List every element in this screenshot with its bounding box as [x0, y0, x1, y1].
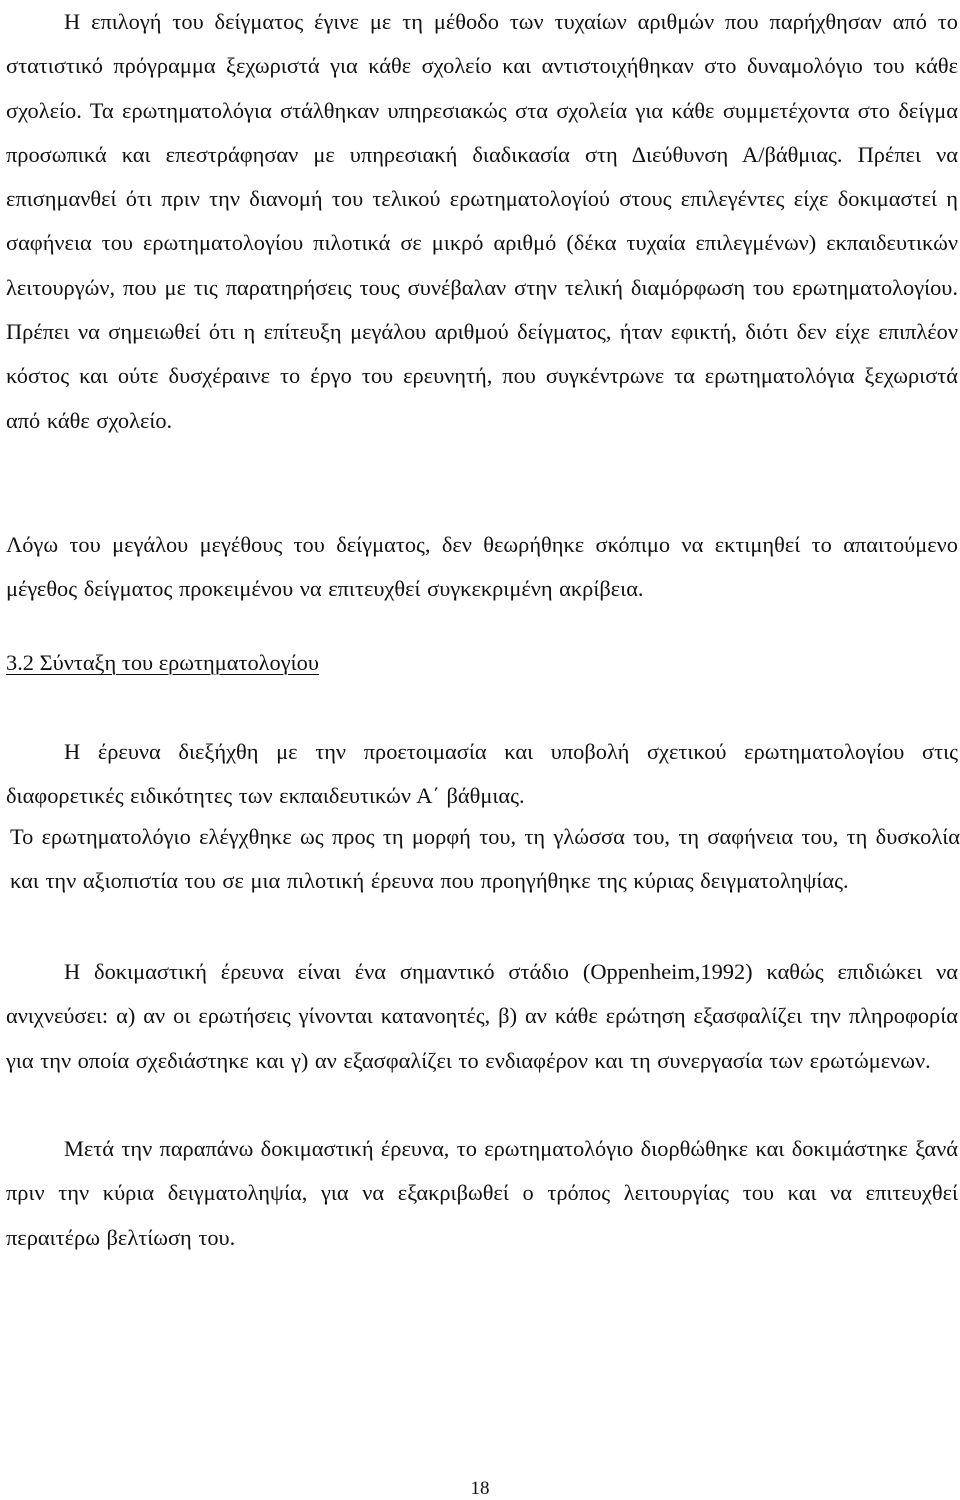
paragraph-sampling-method: Η επιλογή του δείγματος έγινε με τη μέθοδο των τυχαίων αριθμών που παρήχθησαν από το στατιστικό πρόγραμμα ξεχωριστά για κάθε σχολείο και αντιστοιχήθηκαν στο δυναμολόγιο του κάθε σχολείο. Τα ερωτηματολόγια στάλθηκαν υπηρεσιακώς στα σχολεία για κάθε συμμετέχοντα στο δείγμα προσωπικά και επεστράφησαν με υπηρεσιακή διαδικασία στη Διεύθυνση Α/βάθμιας. Πρέπει να επισημανθεί ότι πριν την διανομή του τελικού ερωτηματολογίού στους επιλεγέντες είχε δοκιμαστεί η σαφήνεια του ερωτηματολογίου πιλοτικά σε μικρό αριθμό (δέκα τυχαία επιλεγμένων) εκπαιδευτικών λειτουργών, που με τις παρατηρήσεις τους συνέβαλαν στην τελική διαμόρφωση του ερωτηματολογίου. Πρέπει να σημειωθεί ότι η επίτευξη μεγάλου αριθμού δείγματος, ήταν εφικτή, διότι δεν είχε επιπλέον κόστος και ούτε δυσχέραινε το έργο του ερευνητή, που συγκέντρωνε τα ερωτηματολόγια ξεχωριστά από κάθε σχολείο. — [6, 9, 958, 433]
paragraph-questionnaire-check: Το ερωτηματολόγιο ελέγχθηκε ως προς τη μορφή του, τη γλώσσα του, τη σαφήνεια του, τη δυσκολία και την αξιοπιστία του σε μια πιλοτική έρευνα που προηγήθηκε της κύριας δειγματοληψίας. — [10, 824, 960, 894]
page-number: 18 — [470, 1478, 490, 1499]
section-heading: 3.2 Σύνταξη του ερωτηματολογίου — [6, 650, 319, 675]
paragraph-final-check: Μετά την παραπάνω δοκιμαστική έρευνα, το ερωτηματολόγιο διορθώθηκε και δοκιμάστηκε ξανά πριν την κύρια δειγματοληψία, για να εξακριβωθεί ο τρόπος λειτουργίας του και να επιτευχθεί περαιτέρω βελτίωση του. — [6, 1136, 958, 1250]
paragraph-sample-size: Λόγω του μεγάλου μεγέθους του δείγματος, δεν θεωρήθηκε σκόπιμο να εκτιμηθεί το απαιτούμενο μέγεθος δείγματος προκειμένου να επιτευχθεί συγκεκριμένη ακρίβεια. — [6, 532, 958, 602]
paragraph-research-intro: Η έρευνα διεξήχθη με την προετοιμασία και υποβολή σχετικού ερωτηματολογίου στις διαφορετικές ειδικότητες των εκπαιδευτικών Α΄ βάθμιας. — [6, 739, 958, 809]
paragraph-pilot-goals: Η δοκιμαστική έρευνα είναι ένα σημαντικό στάδιο (Oppenheim,1992) καθώς επιδιώκει να ανιχνεύσει: α) αν οι ερωτήσεις γίνονται κατανοητές, β) αν κάθε ερώτηση εξασφαλίζει την πληροφορία για την οποία σχεδιάστηκε και γ) αν εξασφαλίζει το ενδιαφέρον και τη συνεργασία των ερωτώμενων. — [6, 959, 958, 1073]
